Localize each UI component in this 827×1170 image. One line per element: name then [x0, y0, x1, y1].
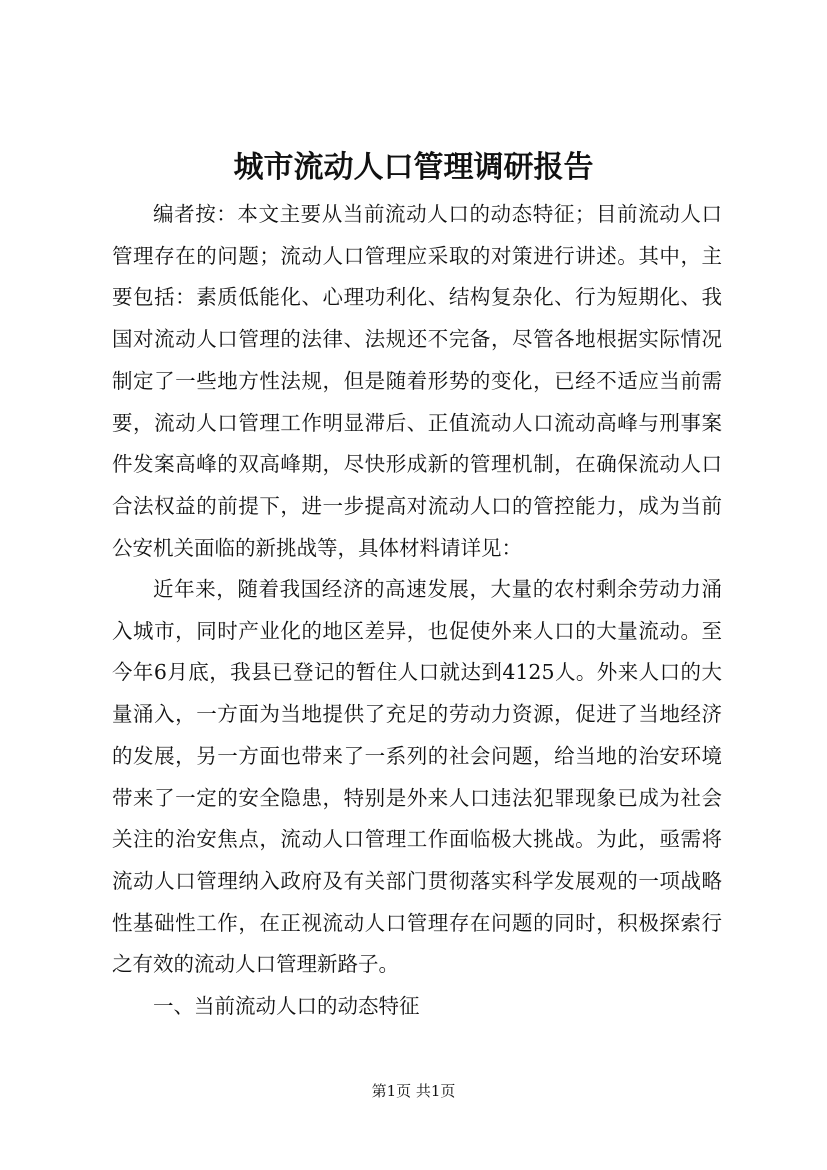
page-footer: 第1页 共1页 [371, 1082, 456, 1100]
editor-note-paragraph: 编者按：本文主要从当前流动人口的动态特征；目前流动人口管理存在的问题；流动人口管理应采取的对策进行讲述。其中，主要包括：素质低能化、心理功利化、结构复杂化、行为短期化、我国对流动人口管理的法律、法规还不完备，尽管各地根据实际情况制定了一些地方性法规，但是随着形势的变化，已经不适应当前需要，流动人口管理工作明显滞后、正值流动人口流动高峰与刑事案件发案高峰的双高峰期，尽快形成新的管理机制，在确保流动人口合法权益的前提下，进一步提高对流动人口的管控能力，成为当前公安机关面临的新挑战等，具体材料请详见： [112, 202, 722, 560]
section-heading: 一、当前流动人口的动态特征 [153, 994, 420, 1018]
document-title: 城市流动人口管理调研报告 [233, 150, 594, 185]
intro-paragraph: 近年来，随着我国经济的高速发展，大量的农村剩余劳动力涌入城市，同时产业化的地区差异，也促使外来人口的大量流动。至今年6月底，我县已登记的暂住人口就达到4125人。外来人口的大量涌入，一方面为当地提供了充足的劳动力资源，促进了当地经济的发展，另一方面也带来了一系列的社会问题，给当地的治安环境带来了一定的安全隐患，特别是外来人口违法犯罪现象已成为社会关注的治安焦点，流动人口管理工作面临极大挑战。为此，亟需将流动人口管理纳入政府及有关部门贯彻落实科学发展观的一项战略性基础性工作，在正视流动人口管理存在问题的同时，积极探索行之有效的流动人口管理新路子。 [112, 577, 722, 977]
